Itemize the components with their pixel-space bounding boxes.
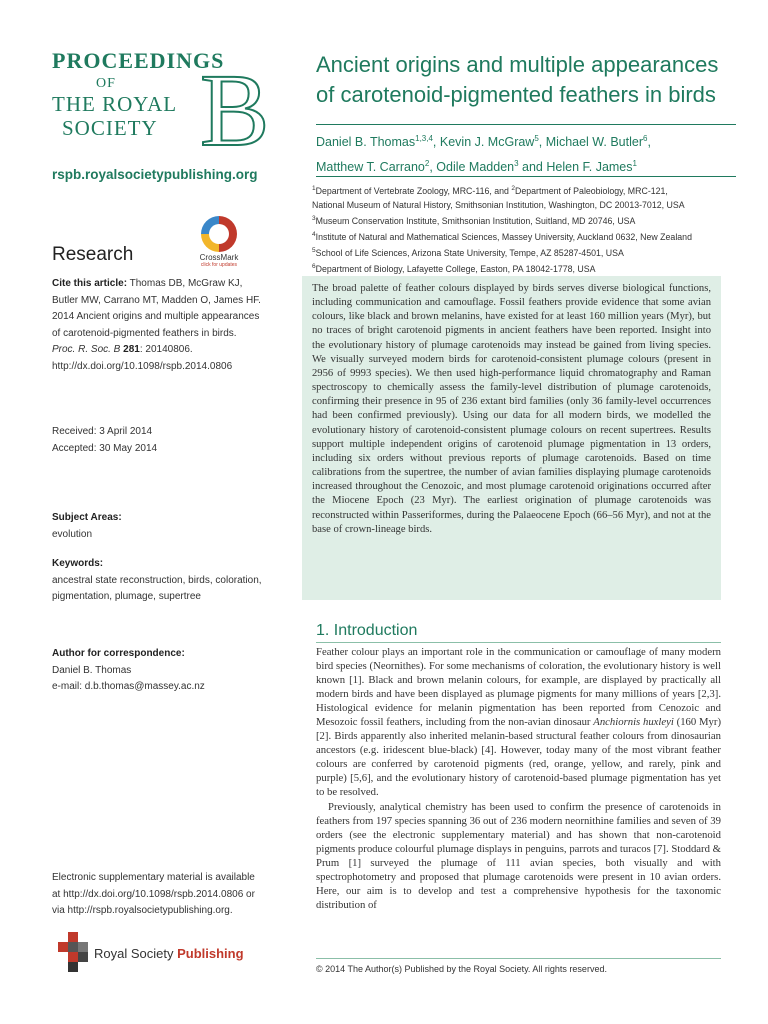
cite-doi[interactable]: http://dx.doi.org/10.1098/rspb.2014.0806 [52,360,233,372]
author-name: Daniel B. Thomas$^{1,3,4}$ [316,134,433,150]
section-rule [316,642,721,643]
cite-text: Thomas DB, McGraw KJ, Butler MW, Carrano MT, Madden O, James HF. 2014 Ancient origins and multiple appearances of carotenoid-pigmented feathers in birds. [52,278,261,339]
affiliation-text: School of Life Sciences, Arizona State University, Tempe, AZ 85287-4501, USA [315,248,624,259]
intro-paragraph-2: Previously, analytical chemistry has been used to confirm the presence of carotenoids in feathers from 197 species spanning 36 out of 236 modern neornithine families and seven of 39 orders (see the electronic supplementary material) and has shown that non-carotenoid pigments produce colourful plumage displays in penguins, parrots and turacos [7]. Stoddard & Prum [1] surveyed the plumage of 111 avian species, both visually and with spectrophotometry and proposed that plumage carotenoids were present in 10 avian orders. Here, our aim is to develop and test a comprehensive hypothesis for the taxonomic distribution of [316,800,721,911]
crossmark-badge[interactable] [196,216,242,274]
keywords-label: Keywords: [52,558,104,569]
crossmark-icon [201,216,237,252]
author-affil-sup: 5 [534,134,539,143]
citation-block [52,276,262,375]
logo-line-society: SOCIETY [62,116,158,140]
crossmark-sub: click for updates [200,262,238,268]
copyright-line: © 2014 The Author(s) Published by the Royal Society. All rights reserved. [316,964,607,974]
authors-rule [316,176,736,177]
title-rule [316,124,736,125]
affiliation-text: Department of Vertebrate Zoology, MRC-116, and [315,185,512,196]
author-name: Odile Madden$^3$ [436,159,519,175]
author-name: Michael W. Butler$^6$ [545,134,648,150]
affiliation-text: Museum Conservation Institute, Smithsonian Institution, Suitland, MD 20746, USA [315,216,636,227]
correspondence-block [52,646,262,696]
cite-journal: Proc. R. Soc. B [52,344,121,355]
logo-letter-b: B [200,53,270,168]
cite-label: Cite this article: [52,278,128,289]
author-affil-sup: 3 [514,159,519,169]
logo-line-of: OF [96,76,116,91]
cite-volume: 281 [120,344,140,355]
cite-article: : 20140806. [139,344,193,355]
corr-email[interactable]: e-mail: d.b.thomas@massey.ac.nz [52,681,205,692]
journal-logo [52,48,270,168]
affiliations [312,182,742,276]
abstract-box: The broad palette of feather colours displayed by birds serves diverse biological functions, including communication and camouflage. Fossil feathers provide evidence that some avian colours, like black and brown melanins, have existed for at least 160 million years (Myr), but no traces of bright carotenoid pigments in ancient feathers have been reported. Insight into the evolutionary history of plumage carotenoids may instead be gained from living species. We visually surveyed modern birds for carotenoid-consistent plumage colours (present in 2956 of 9993 species). We then used high-performance liquid chromatography and Raman spectroscopy to chemically assess the family-level distribution of plumage carotenoids, confirming their presence in 95 of 236 extant bird families (only 36 family-level occurrences had been confirmed previously). Using our data for all modern birds, we modelled the evolutionary history of carotenoid-consistent plumage colours on recent supertrees. Results support multiple independent origins of carotenoid plumage pigmentation in 13 orders, including six orders without previous reports of plumage carotenoids. Based on time calibrations from the supertree, the number of avian families displaying plumage carotenoids increased throughout the Cenozoic, and most plumage carotenoid originations occurred after the Miocene Epoch (23 Myr). The earliest origination of plumage carotenoids was reconstructed within Passeriformes, during the Palaeocene Epoch (66–56 Myr), and not at the base of crown-lineage birds. [302,276,721,600]
author-affil-sup: 6 [643,134,648,143]
dates-block [52,424,262,457]
esm-note: Electronic supplementary material is available at http://dx.doi.org/10.1098/rspb.2014.0806 or via http://rspb.royalsocietypublishing.org. [52,872,255,916]
logo-line-proceedings: PROCEEDINGS [52,48,225,73]
author-list: Daniel B. Thomas$^{1,3,4}$, Kevin J. McGraw$^5$, Michael W. Butler$^6$, Matthew T. Carrano$^2$, Odile Madden$^3$ and Helen F. James$^1$ [316,134,651,175]
section-heading-introduction: 1. Introduction [316,622,418,639]
subject-label: Subject Areas: [52,512,122,523]
subject-block [52,510,262,543]
author-name: Matthew T. Carrano$^2$ [316,159,430,175]
affiliation-text: Institute of Natural and Mathematical Sciences, Massey University, Auckland 0632, New Zealand [315,232,692,243]
section-label: Research [52,244,134,265]
subject-value: evolution [52,528,93,540]
affiliation-text: National Museum of Natural History, Smithsonian Institution, Washington, DC 20013-7012, USA [312,200,685,211]
corr-name: Daniel B. Thomas [52,664,132,676]
affiliation-sup: 5 [312,247,316,255]
keywords-block [52,556,262,606]
author-name: Kevin J. McGraw$^5$ [439,134,539,150]
affiliation-text: Department of Paleobiology, MRC-121, [515,185,668,196]
author-affil-sup: 2 [424,159,430,169]
journal-url[interactable]: rspb.royalsocietypublishing.org [52,167,258,182]
author-affil-sup: 1 [632,159,637,169]
received-date: Received: 3 April 2014 [52,426,153,437]
publisher-name: Royal Society Publishing [94,946,244,961]
logo-line-royal: THE ROYAL [52,92,178,116]
affiliation-text: Department of Biology, Lafayette College, Easton, PA 18042-1778, USA [315,264,596,275]
author-name: Helen F. James$^1$ [546,159,637,175]
introduction-body [316,645,721,912]
article-title: Ancient origins and multiple appearances of carotenoid-pigmented feathers in birds [316,52,719,107]
accepted-date: Accepted: 30 May 2014 [52,442,158,454]
affiliation-sup: 1 [312,185,316,192]
affiliation-sup: 3 [312,215,316,223]
publisher-icon [56,932,90,972]
intro-paragraph-1: Feather colour plays an important role in the communication or camouflage of many modern bird species (Neornithes). For some mechanisms of coloration, the evolutionary history is well known [1]. Black and brown melanin colours, for example, are displayed by practically all modern birds and have been displayed as plumage pigments for many millions of years [2,3]. Histological evidence for melanin pigmentation has been reported from Cenozoic and Mesozoic fossil feathers, including from the non-avian dinosaur Anchiornis huxleyi (160 Myr) [2]. Birds apparently also inherited melanin-based structural feather colours from dinosaurian ancestors (e.g. iridescent blue-black) [4]. However, today many of the most vibrant feather colours are conferred by carotenoid pigments (red, orange, yellow, and rarely, pink and purple) [5,6], and the evolutionary history of carotenoid-based plumage pigmentation has yet to be resolved. [316,646,721,799]
corr-label: Author for correspondence: [52,648,185,659]
publisher-logo [56,932,244,977]
author-affil-sup: 1,3,4 [415,134,433,143]
footer-rule [316,958,721,959]
affiliation-sup: 2 [511,185,515,192]
affiliation-sup: 4 [312,231,316,239]
crossmark-text: CrossMark [199,253,239,262]
affiliation-sup: 6 [312,263,316,271]
keywords-value: ancestral state reconstruction, birds, coloration, pigmentation, plumage, supertree [52,574,262,602]
